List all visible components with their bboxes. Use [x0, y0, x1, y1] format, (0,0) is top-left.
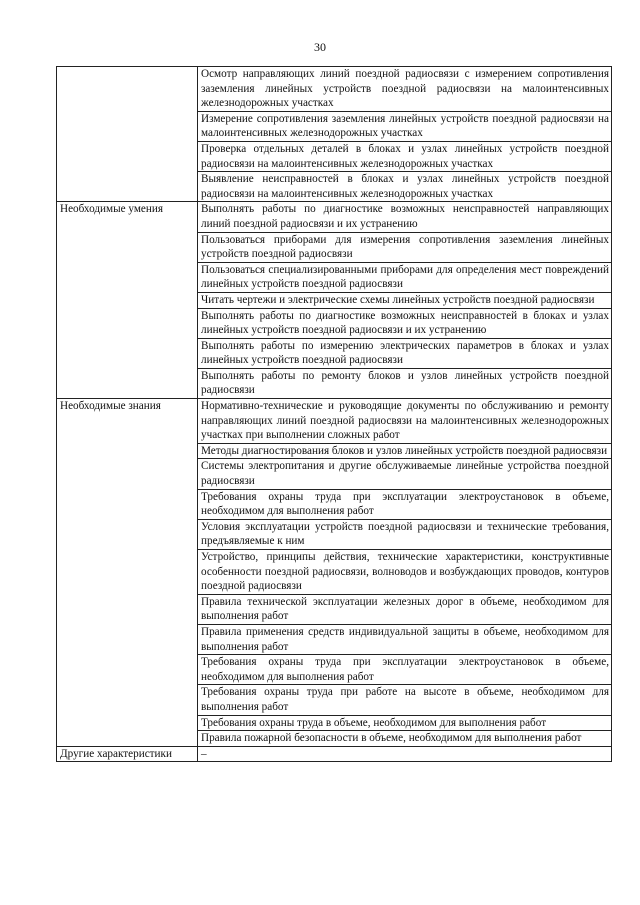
- row-text: Требования охраны труда при эксплуатации электроустановок в объеме, необходимом для выполнения работ: [198, 489, 612, 519]
- label-required-skills: Необходимые умения: [57, 202, 198, 399]
- row-text: Измерение сопротивления заземления линейных устройств поездной радиосвязи на малоинтенсивных железнодорожных участках: [198, 111, 612, 141]
- row-text: Нормативно-технические и руководящие документы по обслуживанию и ремонту направляющих линий поездной радиосвязи на малоинтенсивных железнодорожных участках при выполнении сложных работ: [198, 399, 612, 444]
- label-required-knowledge: Необходимые знания: [57, 399, 198, 747]
- characteristics-table: [56, 66, 612, 762]
- table-row: [57, 202, 612, 232]
- row-text: Требования охраны труда при работе на высоте в объеме, необходимом для выполнения работ: [198, 685, 612, 715]
- row-text: Требования охраны труда при эксплуатации электроустановок в объеме, необходимом для выполнения работ: [198, 655, 612, 685]
- row-text: Пользоваться приборами для измерения сопротивления заземления линейных устройств поездной радиосвязи: [198, 232, 612, 262]
- row-text: Требования охраны труда в объеме, необходимом для выполнения работ: [198, 715, 612, 731]
- row-text: Правила технической эксплуатации железных дорог в объеме, необходимом для выполнения работ: [198, 594, 612, 624]
- row-label: [57, 67, 198, 202]
- row-text: Правила пожарной безопасности в объеме, необходимом для выполнения работ: [198, 731, 612, 747]
- row-text: Устройство, принципы действия, технические характеристики, конструктивные особенности поездной радиосвязи, волноводов и возбуждающих проводов, контуров поездной радиосвязи: [198, 550, 612, 595]
- row-text: Пользоваться специализированными приборами для определения мест повреждений линейных устройств поездной радиосвязи: [198, 262, 612, 292]
- row-text: Выявление неисправностей в блоках и узлах линейных устройств поездной радиосвязи на малоинтенсивных железнодорожных участках: [198, 172, 612, 202]
- row-text: Выполнять работы по измерению электрических параметров в блоках и узлах линейных устройств поездной радиосвязи: [198, 338, 612, 368]
- row-text: Условия эксплуатации устройств поездной радиосвязи и технические требования, предъявляемые к ним: [198, 519, 612, 549]
- row-text: Выполнять работы по диагностике возможных неисправностей в блоках и узлах линейных устройств поездной радиосвязи и их устранению: [198, 308, 612, 338]
- row-text: Системы электропитания и другие обслуживаемые линейные устройства поездной радиосвязи: [198, 459, 612, 489]
- page-number: 30: [314, 40, 326, 54]
- row-text: Осмотр направляющих линий поездной радиосвязи с измерением сопротивления заземления линейных устройств поездной радиосвязи на малоинтенсивных железнодорожных участках: [198, 67, 612, 112]
- row-text: Проверка отдельных деталей в блоках и узлах линейных устройств поездной радиосвязи на малоинтенсивных железнодорожных участках: [198, 141, 612, 171]
- row-text: Читать чертежи и электрические схемы линейных устройств поездной радиосвязи: [198, 292, 612, 308]
- row-text: Выполнять работы по ремонту блоков и узлов линейных устройств поездной радиосвязи: [198, 368, 612, 398]
- row-text: Правила применения средств индивидуальной защиты в объеме, необходимом для выполнения работ: [198, 624, 612, 654]
- row-text: –: [198, 746, 612, 762]
- row-text: Выполнять работы по диагностике возможных неисправностей направляющих линий поездной радиосвязи и их устранению: [198, 202, 612, 232]
- row-text: Методы диагностирования блоков и узлов линейных устройств поездной радиосвязи: [198, 443, 612, 459]
- table-row: [57, 746, 612, 762]
- table-row: [57, 67, 612, 112]
- label-other-characteristics: Другие характеристики: [57, 746, 198, 762]
- table-row: [57, 399, 612, 444]
